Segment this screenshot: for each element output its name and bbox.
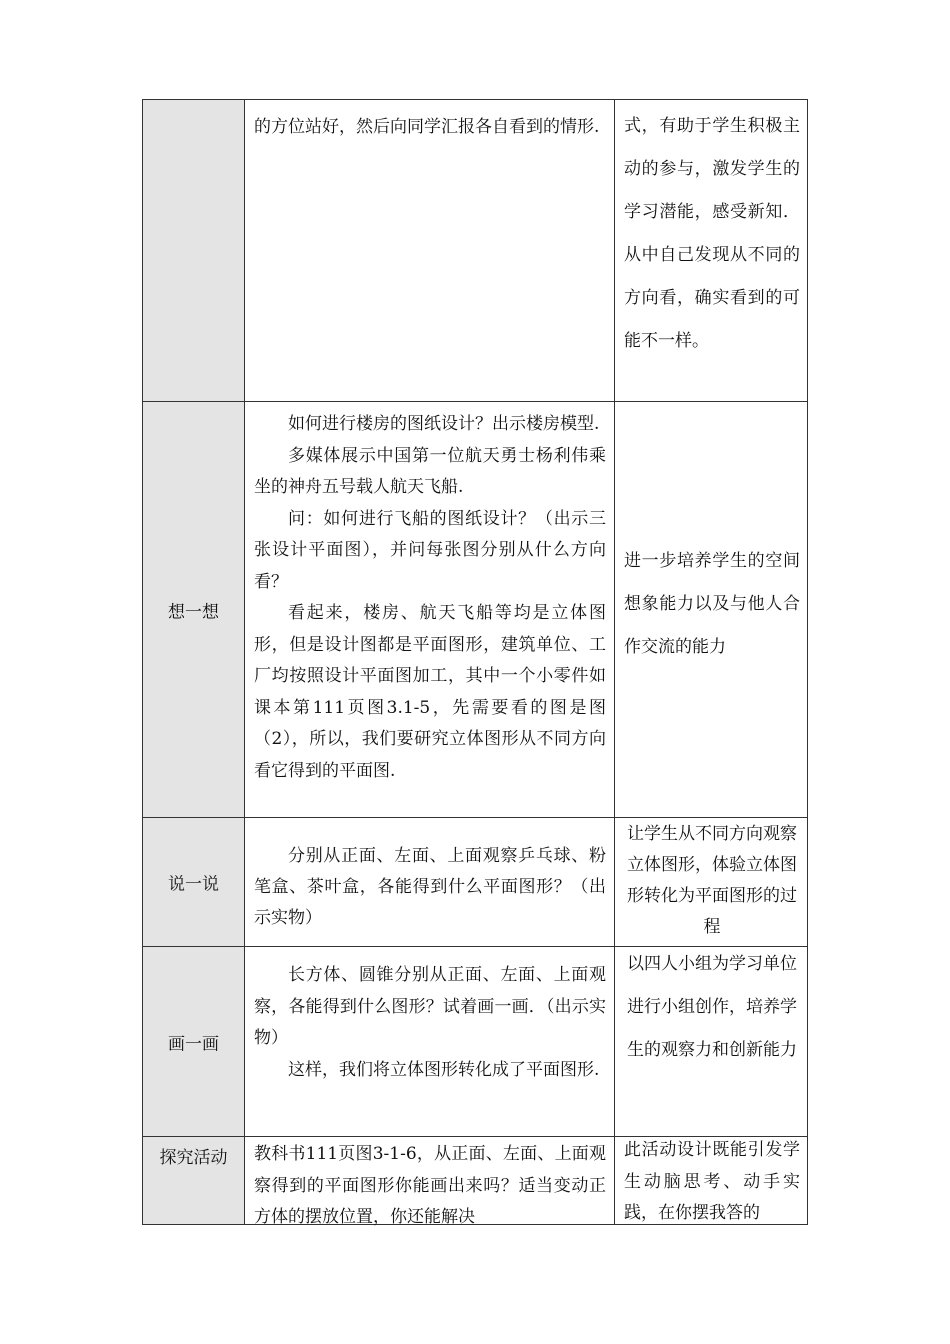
purpose-cell — [614, 817, 808, 946]
purpose-text: 此活动设计既能引发学生动脑思考、动手实践，在你摆我答的 — [624, 1140, 800, 1223]
purpose-text: 式，有助于学生积极主动的参与，激发学生的学习潜能，感受新知．从中自己发现从不同的方向看，确实看到的可能不一样。 — [624, 116, 800, 351]
activity-paragraph: 教科书111页图3-1-6，从正面、左面、上面观察得到的平面图形你能画出来吗？适当变动正方体的摆放位置，你还能解决 — [254, 1144, 606, 1227]
stage-label: 想一想 — [168, 602, 219, 622]
activity-paragraph: 如何进行楼房的图纸设计？出示楼房模型. — [288, 414, 600, 434]
table-row — [142, 99, 808, 401]
purpose-text: 以四人小组为学习单位进行小组创作，培养学生的观察力和创新能力 — [627, 954, 797, 1060]
table-row — [142, 817, 808, 946]
activity-paragraph: 多媒体展示中国第一位航天勇士杨利伟乘坐的神舟五号载人航天飞船. — [254, 445, 606, 497]
table-row — [142, 401, 808, 817]
stage-cell — [142, 1136, 244, 1225]
purpose-text: 让学生从不同方向观察立体图形，体验立体图形转化为平面图形的过程 — [627, 824, 797, 937]
activity-cell — [244, 817, 614, 946]
stage-cell — [142, 946, 244, 1136]
activity-paragraph: 长方体、圆锥分别从正面、左面、上面观察，各能得到什么图形？试着画一画．（出示实物） — [254, 965, 606, 1048]
stage-label: 探究活动 — [159, 1148, 228, 1168]
activity-cell — [244, 946, 614, 1136]
purpose-cell — [614, 99, 808, 401]
stage-label: 说一说 — [168, 874, 219, 895]
activity-paragraph: 的方位站好，然后向同学汇报各自看到的情形. — [254, 117, 600, 137]
activity-cell — [244, 1136, 614, 1225]
purpose-cell — [614, 946, 808, 1136]
purpose-cell — [614, 1136, 808, 1225]
table-row — [142, 1136, 808, 1225]
stage-label: 画一画 — [168, 1034, 219, 1054]
activity-cell — [244, 401, 614, 817]
purpose-text: 进一步培养学生的空间想象能力以及与他人合作交流的能力 — [624, 551, 800, 657]
activity-paragraph: 看起来，楼房、航天飞船等均是立体图形，但是设计图都是平面图形，建筑单位、工厂均按照设计平面图加工，其中一个小零件如课本第111页图3.1-5，先需要看的图是图（2），所以，我们要研究立体图形从不同方向看它得到的平面图. — [254, 603, 606, 781]
activity-paragraph: 分别从正面、左面、上面观察乒乓球、粉笔盒、茶叶盒，各能得到什么平面图形？（出示实物） — [254, 846, 606, 928]
activity-paragraph: 问：如何进行飞船的图纸设计？（出示三张设计平面图），并问每张图分别从什么方向看？ — [254, 508, 606, 592]
activity-paragraph: 这样，我们将立体图形转化成了平面图形. — [288, 1059, 600, 1080]
lesson-plan-table — [142, 99, 808, 1225]
purpose-cell — [614, 401, 808, 817]
table-row — [142, 946, 808, 1136]
stage-cell — [142, 817, 244, 946]
stage-cell — [142, 401, 244, 817]
stage-cell — [142, 99, 244, 401]
activity-cell — [244, 99, 614, 401]
